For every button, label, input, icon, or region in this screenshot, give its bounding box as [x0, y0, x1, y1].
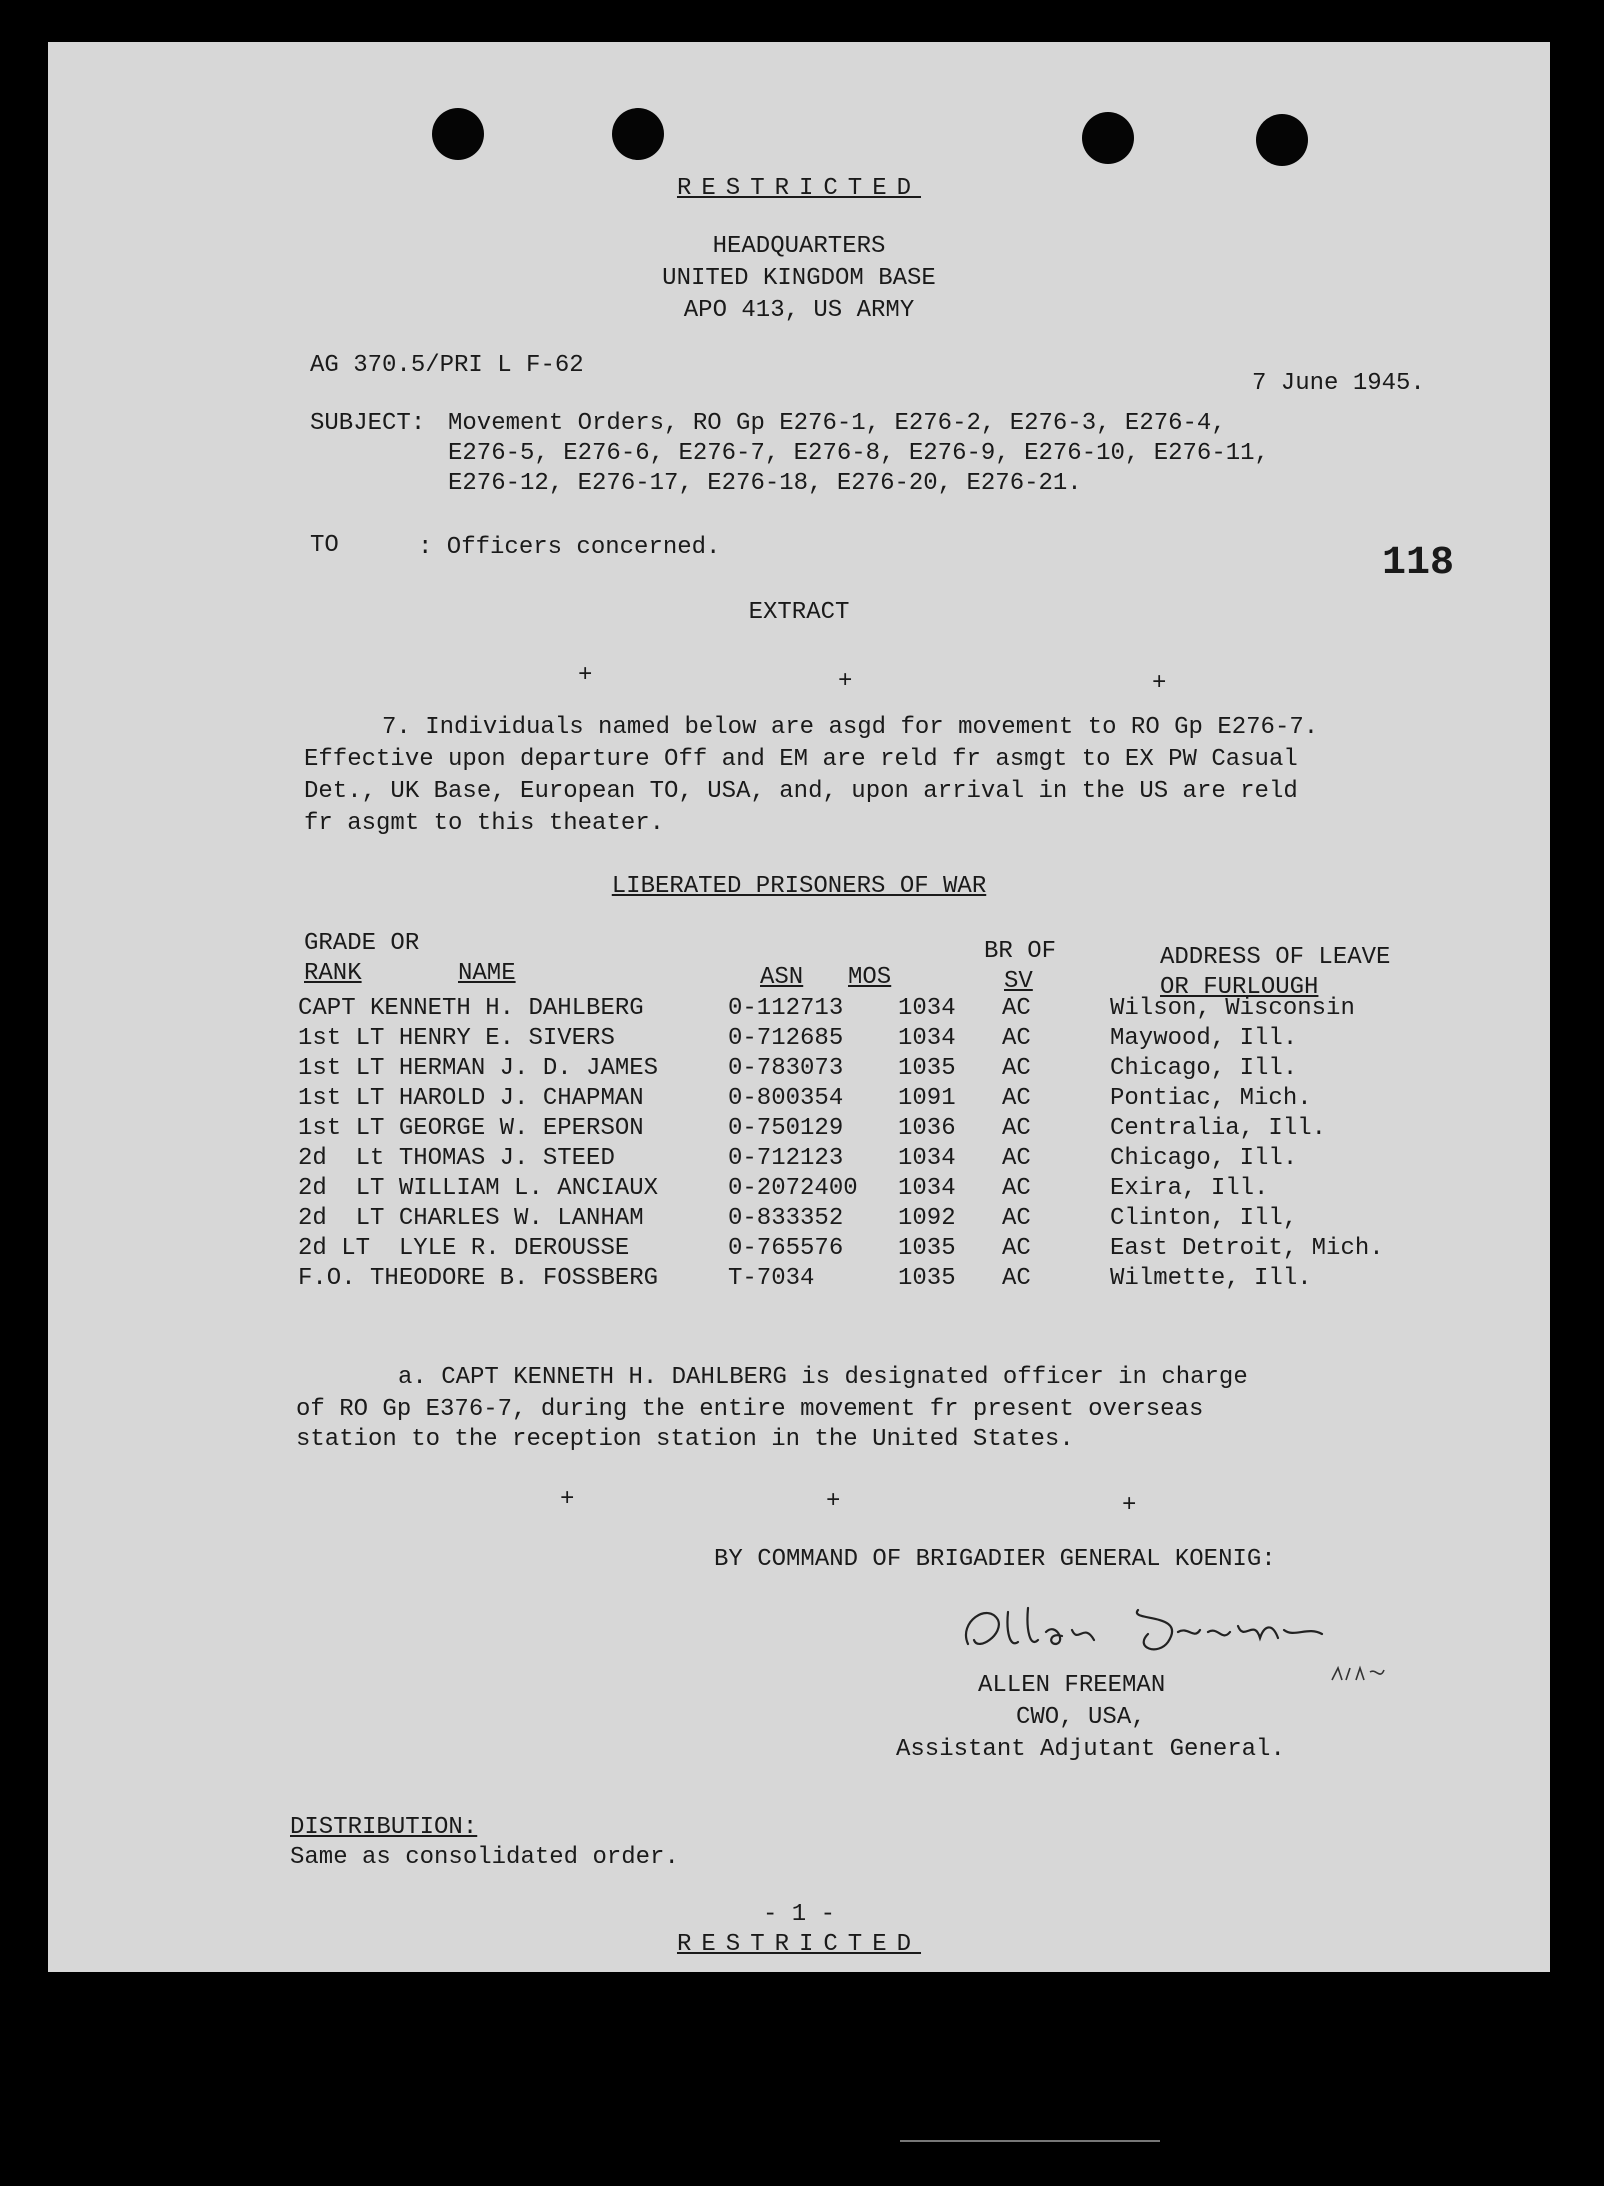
- header-name: NAME: [458, 960, 516, 987]
- address: Maywood, Ill.: [1110, 1025, 1298, 1052]
- branch: AC: [1002, 1025, 1031, 1052]
- mos: 1034: [898, 1145, 956, 1172]
- address: East Detroit, Mich.: [1110, 1235, 1384, 1262]
- punch-hole: [612, 108, 664, 160]
- mos: 1092: [898, 1205, 956, 1232]
- paragraph-line-4: fr asgmt to this theater.: [304, 810, 665, 837]
- punch-hole: [1082, 112, 1134, 164]
- table-title: LIBERATED PRISONERS OF WAR: [611, 873, 987, 900]
- rank-name: 1st LT HAROLD J. CHAPMAN: [298, 1085, 644, 1112]
- rank-name: 1st LT GEORGE W. EPERSON: [298, 1115, 644, 1142]
- header-grade-line-2: RANK: [304, 960, 362, 987]
- initials-mark: [1328, 1658, 1388, 1688]
- mos: 1034: [898, 1175, 956, 1202]
- paragraph-line-2: Effective upon departure Off and EM are reld fr asmgt to EX PW Casual: [304, 746, 1298, 773]
- header-address-line-2: OR FURLOUGH: [1160, 974, 1319, 1001]
- document-date: 7 June 1945.: [1252, 370, 1425, 397]
- rank-name: F.O. THEODORE B. FOSSBERG: [298, 1265, 659, 1292]
- rank-name: CAPT KENNETH H. DAHLBERG: [298, 995, 644, 1022]
- rank-name: 1st LT HENRY E. SIVERS: [298, 1025, 615, 1052]
- table-row: [48, 1264, 1550, 1294]
- to-label: TO: [310, 532, 339, 559]
- paragraph-line-1: 7. Individuals named below are asgd for movement to RO Gp E276-7.: [382, 714, 1319, 741]
- signatory-title: Assistant Adjutant General.: [896, 1736, 1285, 1763]
- asn: 0-112713: [728, 995, 844, 1022]
- rank-name: 1st LT HERMAN J. D. JAMES: [298, 1055, 659, 1082]
- org-line-2: UNITED KINGDOM BASE: [662, 265, 936, 292]
- address: Pontiac, Mich.: [1110, 1085, 1312, 1112]
- table-row: [48, 1144, 1550, 1174]
- rank-name: 2d LT LYLE R. DEROUSSE: [298, 1235, 630, 1262]
- file-reference: AG 370.5/PRI L F-62: [310, 352, 584, 379]
- header-mos: MOS: [848, 964, 892, 991]
- note-line-3: station to the reception station in the United States.: [296, 1426, 1074, 1453]
- mos: 1091: [898, 1085, 956, 1112]
- note-line-2: of RO Gp E376-7, during the entire movement fr present overseas: [296, 1396, 1204, 1423]
- subject-line-1: Movement Orders, RO Gp E276-1, E276-2, E276-3, E276-4,: [448, 410, 1226, 437]
- subject-line-2: E276-5, E276-6, E276-7, E276-8, E276-9, E276-10, E276-11,: [448, 440, 1269, 467]
- branch: AC: [1002, 1175, 1031, 1202]
- header-br-line-1: BR OF: [984, 938, 1057, 965]
- punch-hole: [1256, 114, 1308, 166]
- table-row: [48, 1054, 1550, 1084]
- org-line-3: APO 413, US ARMY: [683, 297, 915, 324]
- org-line-1: HEADQUARTERS: [712, 233, 886, 260]
- to-text: : Officers concerned.: [418, 534, 721, 561]
- page-stamp: 118: [1382, 541, 1455, 586]
- subject-line-3: E276-12, E276-17, E276-18, E276-20, E276-21.: [448, 470, 1082, 497]
- address: Centralia, Ill.: [1110, 1115, 1327, 1142]
- branch: AC: [1002, 1055, 1031, 1082]
- note-line-1: a. CAPT KENNETH H. DAHLBERG is designated officer in charge: [398, 1364, 1248, 1391]
- distribution-label: DISTRIBUTION:: [290, 1814, 478, 1841]
- paragraph-line-3: Det., UK Base, European TO, USA, and, upon arrival in the US are reld: [304, 778, 1298, 805]
- address: Wilmette, Ill.: [1110, 1265, 1312, 1292]
- address: Wilson, Wisconsin: [1110, 995, 1355, 1022]
- rank-name: 2d LT CHARLES W. LANHAM: [298, 1205, 644, 1232]
- asn: 0-712123: [728, 1145, 844, 1172]
- mos: 1035: [898, 1055, 956, 1082]
- address: Clinton, Ill,: [1110, 1205, 1298, 1232]
- table-row: [48, 1234, 1550, 1264]
- separator: +: [838, 668, 853, 695]
- asn: 0-800354: [728, 1085, 844, 1112]
- asn: 0-750129: [728, 1115, 844, 1142]
- separator: +: [578, 662, 593, 689]
- asn: T-7034: [728, 1265, 815, 1292]
- document-page: [48, 42, 1550, 1972]
- classification-bottom: RESTRICTED: [676, 1931, 922, 1958]
- rank-name: 2d LT WILLIAM L. ANCIAUX: [298, 1175, 659, 1202]
- mos: 1036: [898, 1115, 956, 1142]
- command-line: BY COMMAND OF BRIGADIER GENERAL KOENIG:: [714, 1546, 1276, 1573]
- separator: +: [1152, 670, 1167, 697]
- header-address-line-1: ADDRESS OF LEAVE: [1160, 944, 1391, 971]
- subject-label: SUBJECT:: [310, 410, 426, 437]
- scan-artifact: [900, 2140, 1160, 2142]
- branch: AC: [1002, 1115, 1031, 1142]
- page-number: - 1 -: [762, 1901, 835, 1928]
- branch: AC: [1002, 1235, 1031, 1262]
- rank-name: 2d Lt THOMAS J. STEED: [298, 1145, 615, 1172]
- header-grade-line-1: GRADE OR: [304, 930, 420, 957]
- signatory-rank: CWO, USA,: [1016, 1704, 1146, 1731]
- address: Exira, Ill.: [1110, 1175, 1269, 1202]
- mos: 1035: [898, 1265, 956, 1292]
- mos: 1034: [898, 1025, 956, 1052]
- branch: AC: [1002, 995, 1031, 1022]
- table-row: [48, 1204, 1550, 1234]
- signature-image: [938, 1582, 1338, 1672]
- separator: +: [560, 1486, 575, 1513]
- table-row: [48, 1024, 1550, 1054]
- address: Chicago, Ill.: [1110, 1145, 1298, 1172]
- table-row: [48, 1084, 1550, 1114]
- table-row: [48, 994, 1550, 1024]
- branch: AC: [1002, 1145, 1031, 1172]
- asn: 0-833352: [728, 1205, 844, 1232]
- separator: +: [1122, 1492, 1137, 1519]
- address: Chicago, Ill.: [1110, 1055, 1298, 1082]
- table-row: [48, 1114, 1550, 1144]
- separator: +: [826, 1488, 841, 1515]
- distribution-text: Same as consolidated order.: [290, 1844, 679, 1871]
- mos: 1034: [898, 995, 956, 1022]
- extract-label: EXTRACT: [748, 599, 850, 626]
- asn: 0-765576: [728, 1235, 844, 1262]
- classification-top: RESTRICTED: [676, 175, 922, 202]
- branch: AC: [1002, 1205, 1031, 1232]
- signatory-name: ALLEN FREEMAN: [978, 1672, 1166, 1699]
- asn: 0-2072400: [728, 1175, 858, 1202]
- branch: AC: [1002, 1265, 1031, 1292]
- branch: AC: [1002, 1085, 1031, 1112]
- table-row: [48, 1174, 1550, 1204]
- header-br-line-2: SV: [1004, 968, 1033, 995]
- mos: 1035: [898, 1235, 956, 1262]
- asn: 0-712685: [728, 1025, 844, 1052]
- punch-hole: [432, 108, 484, 160]
- header-asn: ASN: [760, 964, 804, 991]
- asn: 0-783073: [728, 1055, 844, 1082]
